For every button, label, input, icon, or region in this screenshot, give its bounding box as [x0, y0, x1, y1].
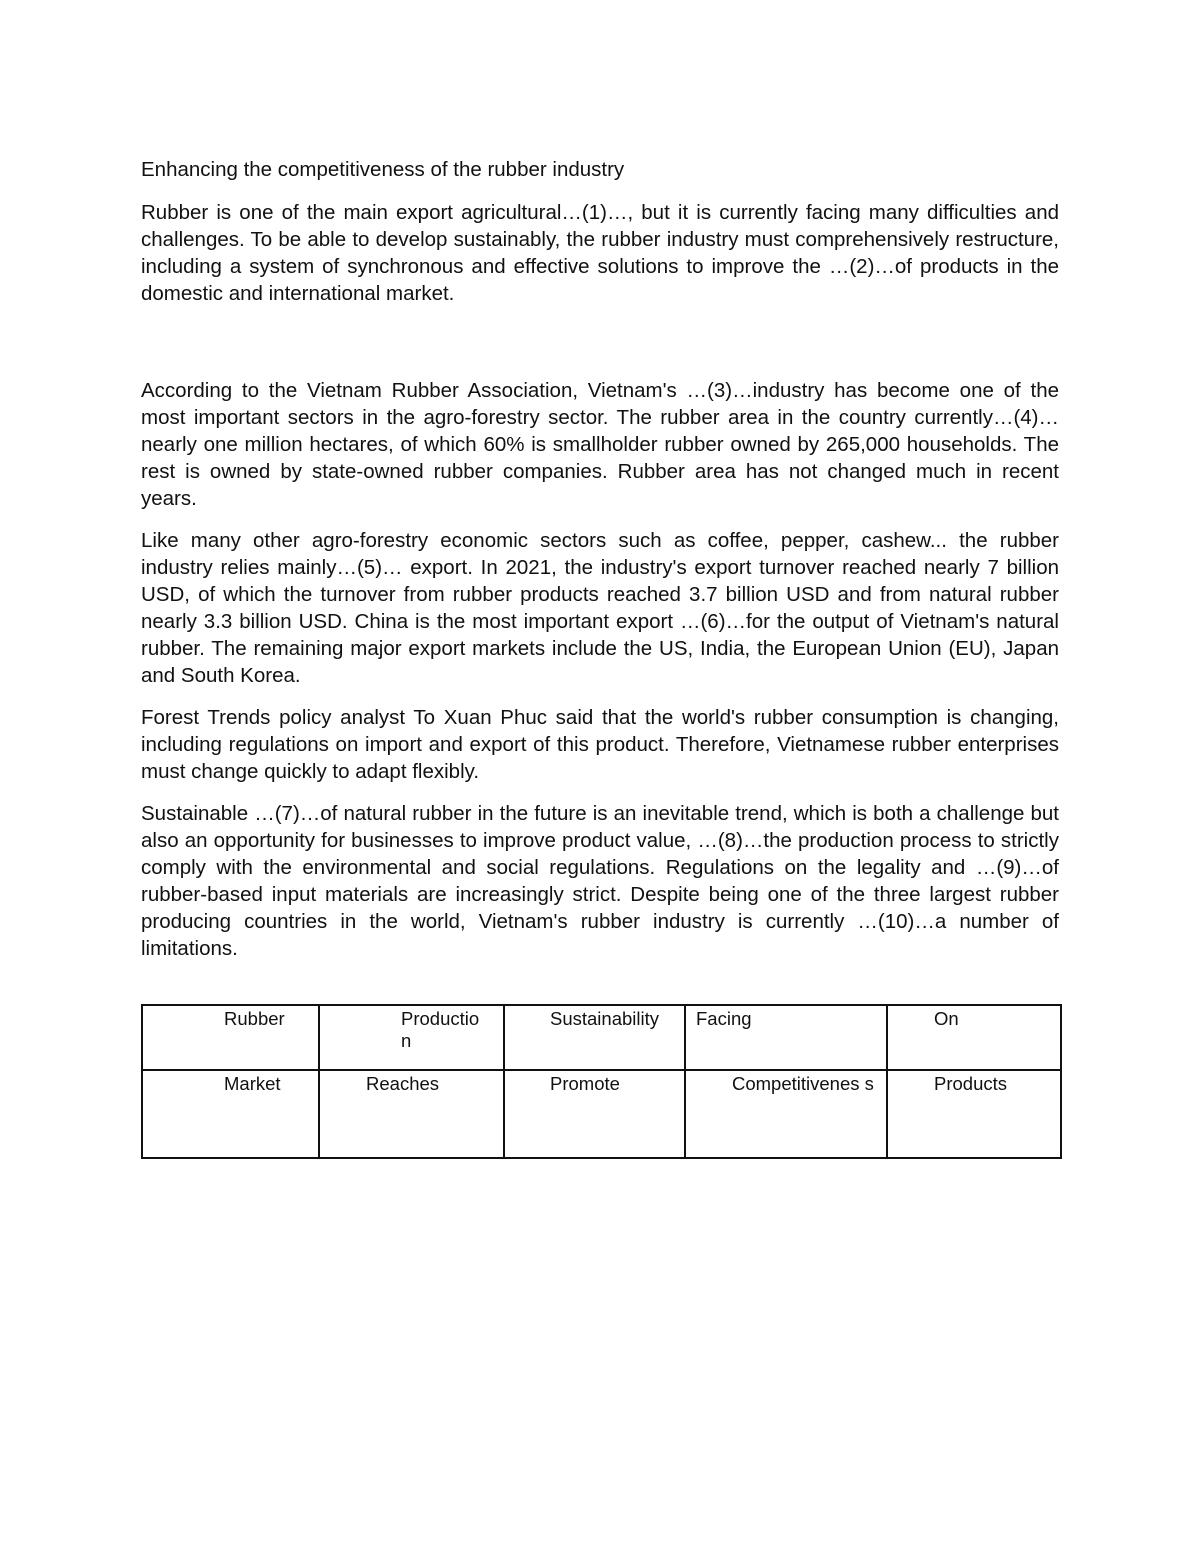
- word-bank-cell-text: Sustainability: [550, 1008, 660, 1029]
- word-bank-cell: [142, 1070, 319, 1158]
- paragraph-2: According to the Vietnam Rubber Association, Vietnam's …(3)…industry has become one of the most important sectors in the agro-forestry sector. The rubber area in the country currently…(4)… nearly one million hectares, of which 60% is smallholder rubber owned by 265,000 households. The rest is owned by state-owned rubber companies. Rubber area has not changed much in recent years.: [141, 379, 1059, 510]
- word-bank-cell-text: Competitivenes s: [732, 1073, 874, 1094]
- word-bank-cell-text: On: [934, 1008, 959, 1029]
- word-bank-cell: [887, 1070, 1061, 1158]
- word-bank-row: [142, 1070, 1061, 1158]
- word-bank-cell-text: Products: [934, 1073, 1008, 1094]
- word-bank-cell-text: Facing: [696, 1008, 752, 1029]
- word-bank-cell-text: Reaches: [366, 1073, 440, 1094]
- paragraph-5: Sustainable …(7)…of natural rubber in the future is an inevitable trend, which is both a challenge but also an opportunity for businesses to improve product value, …(8)…the production process to strictly comply with the environmental and social regulations. Regulations on the legality and …(9)…of rubber-based input materials are increasingly strict. Despite being one of the three largest rubber producing countries in the world, Vietnam's rubber industry is currently …(10)…a number of limitations.: [141, 802, 1059, 960]
- word-bank-table: [141, 1004, 1062, 1159]
- word-bank-cell: [319, 1070, 504, 1158]
- word-bank-cell-text: Promote: [550, 1073, 620, 1094]
- word-bank-cell: [685, 1070, 887, 1158]
- document-body: [141, 156, 1059, 977]
- word-bank-row: [142, 1005, 1061, 1070]
- word-bank-cell: [887, 1005, 1061, 1070]
- word-bank-cell-text: Market: [224, 1073, 281, 1094]
- word-bank-cell: [685, 1005, 887, 1070]
- paragraph-1: Rubber is one of the main export agricultural…(1)…, but it is currently facing many difficulties and challenges. To be able to develop sustainably, the rubber industry must comprehensively restructure, including a system of synchronous and effective solutions to improve the …(2)…of products in the domestic and international market.: [141, 201, 1059, 305]
- paragraph-3: Like many other agro-forestry economic sectors such as coffee, pepper, cashew... the rubber industry relies mainly…(5)… export. In 2021, the industry's export turnover reached nearly 7 billion USD, of which the turnover from rubber products reached 3.7 billion USD and from natural rubber nearly 3.3 billion USD. China is the most important export …(6)…for the output of Vietnam's natural rubber. The remaining major export markets include the US, India, the European Union (EU), Japan and South Korea.: [141, 529, 1059, 687]
- word-bank-cell-text: Rubber: [224, 1008, 285, 1029]
- word-bank-cell-text: Productio n: [401, 1008, 480, 1051]
- word-bank-cell: [504, 1070, 685, 1158]
- document-title: Enhancing the competitiveness of the rubber industry: [141, 158, 625, 181]
- paragraph-4: Forest Trends policy analyst To Xuan Phuc said that the world's rubber consumption is changing, including regulations on import and export of this product. Therefore, Vietnamese rubber enterprises must change quickly to adapt flexibly.: [141, 706, 1059, 783]
- word-bank-cell: [504, 1005, 685, 1070]
- word-bank-cell: [319, 1005, 504, 1070]
- word-bank-cell: [142, 1005, 319, 1070]
